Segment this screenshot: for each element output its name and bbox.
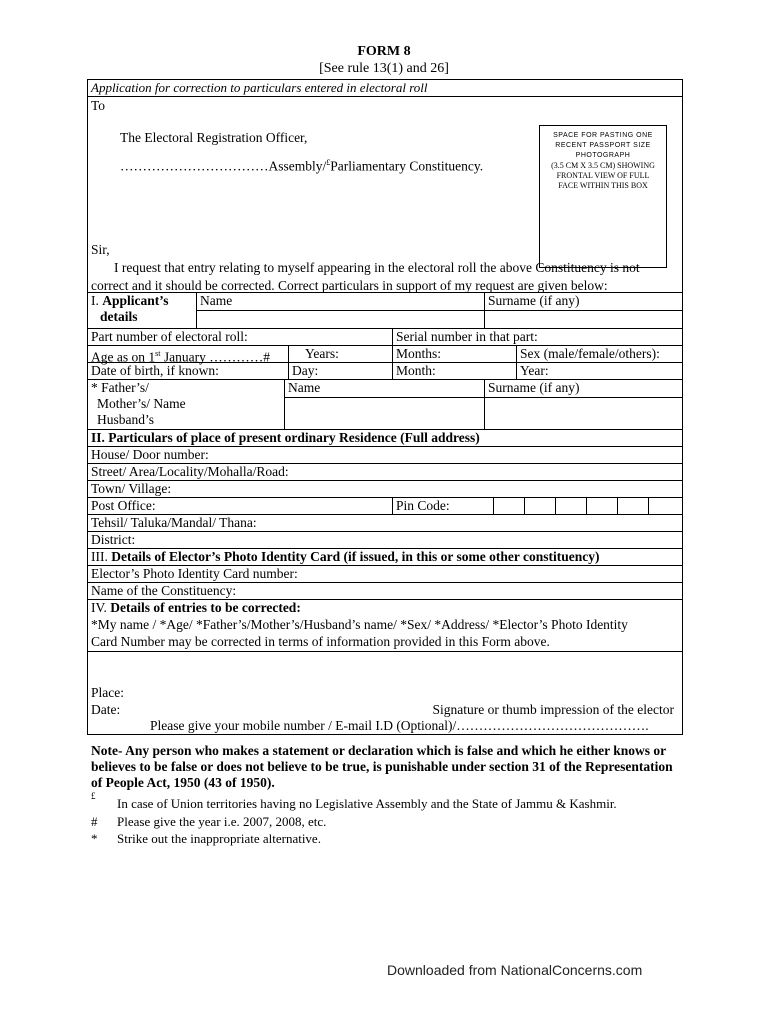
pin-code-label: Pin Code: [396, 498, 450, 513]
signature-label: Signature or thumb impression of the elector [432, 702, 674, 717]
dob-label: Date of birth, if known: [91, 363, 219, 378]
section2-heading-row [88, 429, 682, 446]
relative-label-line3: Husband’s [97, 412, 154, 427]
photo-caption-2: RECENT PASSPORT SIZE [555, 142, 651, 149]
footnote-mark-pound: £ [91, 791, 96, 801]
photo-caption-4: (3.5 CM X 3.5 CM) SHOWING [551, 161, 655, 170]
photo-caption-6: FACE WITHIN THIS BOX [558, 181, 648, 190]
download-source-footer: Downloaded from NationalConcerns.com [387, 962, 643, 978]
salutation: Sir, [91, 242, 110, 257]
applicant-name-row [88, 292, 682, 328]
notes-section [91, 743, 681, 791]
applicant-surname-label: Surname (if any) [488, 293, 580, 308]
dob-day-field[interactable]: Day: [288, 363, 392, 379]
post-office-field[interactable]: Post Office: [91, 498, 156, 513]
applicant-name-cell[interactable] [196, 293, 484, 328]
relative-name-label: Name [288, 380, 321, 395]
age-months-field[interactable]: Months: [392, 346, 516, 362]
dob-row [88, 362, 682, 379]
footnote-mark-hash: # [91, 814, 98, 829]
section3-heading-row [88, 548, 682, 565]
section1-heading-line2: details [100, 309, 138, 324]
application-heading: Application for correction to particulars entered in electoral roll [91, 80, 428, 95]
relative-label-line2: Mother’s/ Name [97, 396, 186, 411]
section4-heading: IV. Details of entries to be corrected: [91, 600, 301, 615]
post-office-row [88, 497, 682, 514]
town-field[interactable]: Town/ Village: [91, 481, 172, 496]
footnote-union-territories: In case of Union territories having no Legislative Assembly and the State of Jammu & Kashmir. [117, 796, 617, 811]
form-title: FORM 8 [357, 44, 411, 59]
photo-box[interactable] [539, 125, 667, 268]
applicant-surname-cell[interactable] [484, 293, 682, 328]
section4-line2: Card Number may be corrected in terms of information provided in this Form above. [91, 634, 550, 649]
tehsil-row [88, 514, 682, 531]
applicant-name-label: Name [200, 293, 233, 308]
serial-number-field[interactable]: Serial number in that part: [392, 329, 682, 345]
request-line-2: correct and it should be corrected. Correct particulars in support of my request are given below: [91, 278, 608, 293]
footnote-mark-star: * [91, 831, 98, 846]
addressee: The Electoral Registration Officer, [120, 130, 308, 145]
epic-number-field[interactable]: Elector’s Photo Identity Card number: [91, 566, 298, 581]
signature-block [88, 651, 682, 734]
age-label: Age as on 1st January …………# [91, 349, 270, 365]
to-label: To [91, 98, 106, 113]
town-row [88, 480, 682, 497]
footnote-year: Please give the year i.e. 2007, 2008, etc. [117, 814, 327, 829]
district-row [88, 531, 682, 548]
pin-digit-box[interactable] [617, 498, 618, 514]
request-line-1: I request that entry relating to myself appearing in the electoral roll the above Constituency is not [114, 260, 640, 275]
constituency-row [88, 582, 682, 599]
section4-block [88, 599, 682, 651]
relative-label [88, 380, 284, 429]
photo-caption-5: FRONTAL VIEW OF FULL [556, 171, 650, 180]
tehsil-field[interactable]: Tehsil/ Taluka/Mandal/ Thana: [91, 515, 257, 530]
application-heading-row [88, 80, 682, 96]
legal-note: Note- Any person who makes a statement or declaration which is false and which he either knows or believes to be false or does not believe to be true, is punishable under section 31 of the Representation of People Act, 1950 (43 of 1950). [91, 743, 673, 790]
dob-month-field[interactable]: Month: [392, 363, 516, 379]
relative-surname-label: Surname (if any) [488, 380, 580, 395]
part-serial-row [88, 328, 682, 345]
house-number-field[interactable]: House/ Door number: [91, 447, 209, 462]
age-years-field[interactable]: Years: [288, 346, 392, 362]
form-rule-reference: [See rule 13(1) and 26] [319, 61, 449, 76]
photo-caption-3: PHOTOGRAPH [575, 152, 631, 159]
section2-heading: II. Particulars of place of present ordinary Residence (Full address) [91, 430, 480, 445]
street-row [88, 463, 682, 480]
constituency-field[interactable]: Name of the Constituency: [91, 583, 237, 598]
dob-year-field[interactable]: Year: [516, 363, 682, 379]
pin-digit-box[interactable] [524, 498, 525, 514]
photo-caption-1: SPACE FOR PASTING ONE [553, 132, 653, 139]
constituency-suffix: Parliamentary Constituency. [330, 158, 484, 174]
section1-heading-line1: Applicant’s [102, 293, 169, 308]
relative-name-cell[interactable] [284, 380, 484, 429]
district-field[interactable]: District: [91, 532, 136, 547]
relative-name-row [88, 379, 682, 429]
relative-surname-cell[interactable] [484, 380, 682, 429]
pin-digit-box[interactable] [586, 498, 587, 514]
pin-digit-box[interactable] [555, 498, 556, 514]
house-row [88, 446, 682, 463]
place-field[interactable]: Place: [91, 685, 124, 700]
relative-label-line1: * Father’s/ [91, 380, 149, 395]
section4-line1: *My name / *Age/ *Father’s/Mother’s/Husband’s name/ *Sex/ *Address/ *Elector’s Photo Identity [91, 617, 628, 632]
epic-number-row [88, 565, 682, 582]
section1-heading [88, 293, 196, 328]
date-field[interactable]: Date: [91, 702, 121, 717]
part-number-field[interactable]: Part number of electoral roll: [91, 329, 248, 344]
pin-digit-box[interactable] [493, 498, 494, 514]
footnote-strike-out: Strike out the inappropriate alternative. [117, 831, 321, 846]
footnote-mark-pound: £ [326, 158, 331, 167]
age-row [88, 345, 682, 365]
street-field[interactable]: Street/ Area/Locality/Mohalla/Road: [91, 464, 289, 479]
pin-code-field[interactable] [392, 498, 682, 514]
mobile-email-field[interactable]: Please give your mobile number / E-mail I.D (Optional)/……………………………………. [150, 718, 649, 733]
constituency-blank: ……………………………Assembly/ [120, 158, 327, 174]
pin-digit-box[interactable] [648, 498, 649, 514]
address-block [88, 96, 682, 292]
sex-field[interactable]: Sex (male/female/others): [516, 346, 682, 362]
section3-heading: III. Details of Elector’s Photo Identity Card (if issued, in this or some other constituency) [91, 549, 600, 564]
form-table [87, 79, 683, 735]
section1-numeral: I. [91, 293, 99, 308]
constituency-line [120, 155, 483, 175]
